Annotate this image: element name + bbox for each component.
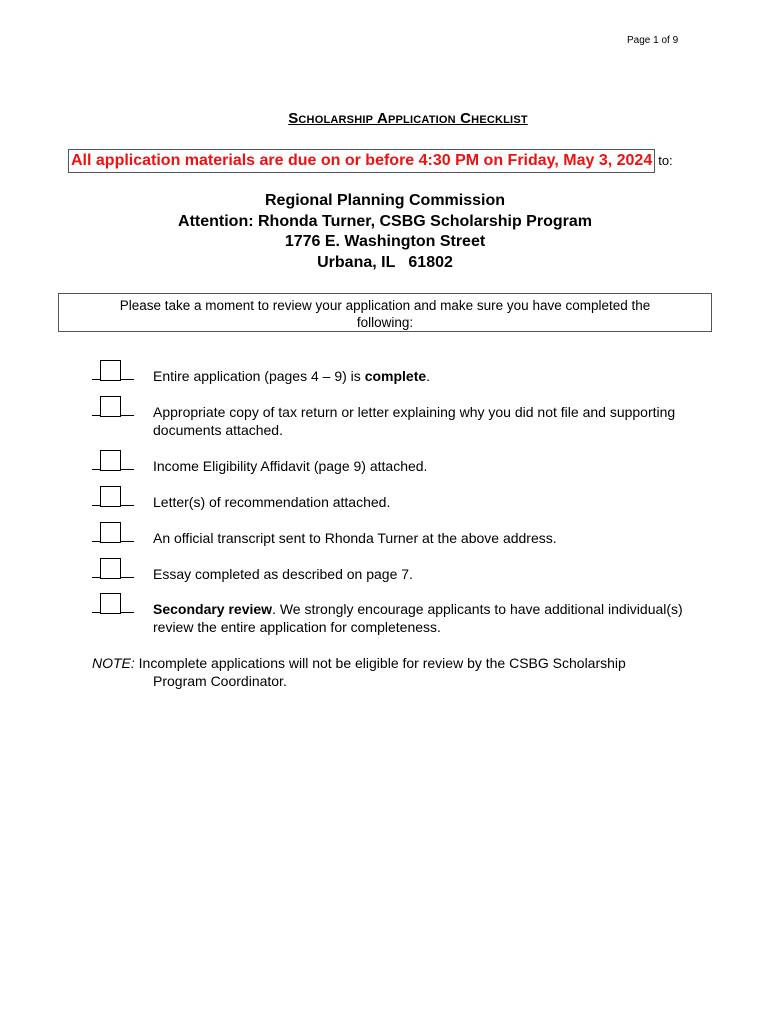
address-line-1: Regional Planning Commission <box>264 192 506 209</box>
page-number: Page 1 of 9 <box>627 35 679 46</box>
checkbox[interactable] <box>100 450 121 471</box>
note-line-2: Program Coordinator. <box>153 673 287 689</box>
note-line-1: Incomplete applications will not be eligible for review by the CSBG Scholarship <box>138 655 626 671</box>
address-line-3: 1776 E. Washington Street <box>284 233 486 250</box>
review-line-2: following: <box>356 315 414 330</box>
address-line-2: Attention: Rhonda Turner, CSBG Scholarship Program <box>178 212 592 230</box>
review-instruction-box <box>58 293 712 332</box>
checkbox[interactable] <box>100 593 121 614</box>
checkbox[interactable] <box>100 360 121 381</box>
note <box>92 654 692 690</box>
checkbox[interactable] <box>100 522 121 543</box>
checklist-item-text: Income Eligibility Affidavit (page 9) attached. <box>153 458 428 474</box>
checklist-item-text: Appropriate copy of tax return or letter explaining why you did not file and supporting documents attached. <box>153 404 676 438</box>
checklist-item-text: Entire application (pages 4 – 9) is complete. <box>153 368 431 384</box>
checklist-item-text: An official transcript sent to Rhonda Turner at the above address. <box>153 530 557 546</box>
checklist-item-text: Secondary review. We strongly encourage applicants to have additional individual(s) review the entire application for completeness. <box>153 601 683 635</box>
checkbox[interactable] <box>100 558 121 579</box>
checkbox[interactable] <box>100 486 121 507</box>
note-label: NOTE: <box>92 655 135 671</box>
deadline-line <box>68 149 673 173</box>
checklist-item-text: Essay completed as described on page 7. <box>153 566 413 582</box>
address-line-4: Urbana, IL 61802 <box>317 253 453 271</box>
mailing-address <box>0 191 770 273</box>
checklist-item-text: Letter(s) of recommendation attached. <box>153 494 391 510</box>
deadline-box: All application materials are due on or before 4:30 PM on Friday, May 3, 2024 <box>68 149 655 173</box>
deadline-suffix: to: <box>658 153 673 168</box>
document-title: Scholarship Application Checklist <box>288 110 528 127</box>
checkbox[interactable] <box>100 396 121 417</box>
review-line-1: Please take a moment to review your application and make sure you have completed the <box>119 298 651 313</box>
